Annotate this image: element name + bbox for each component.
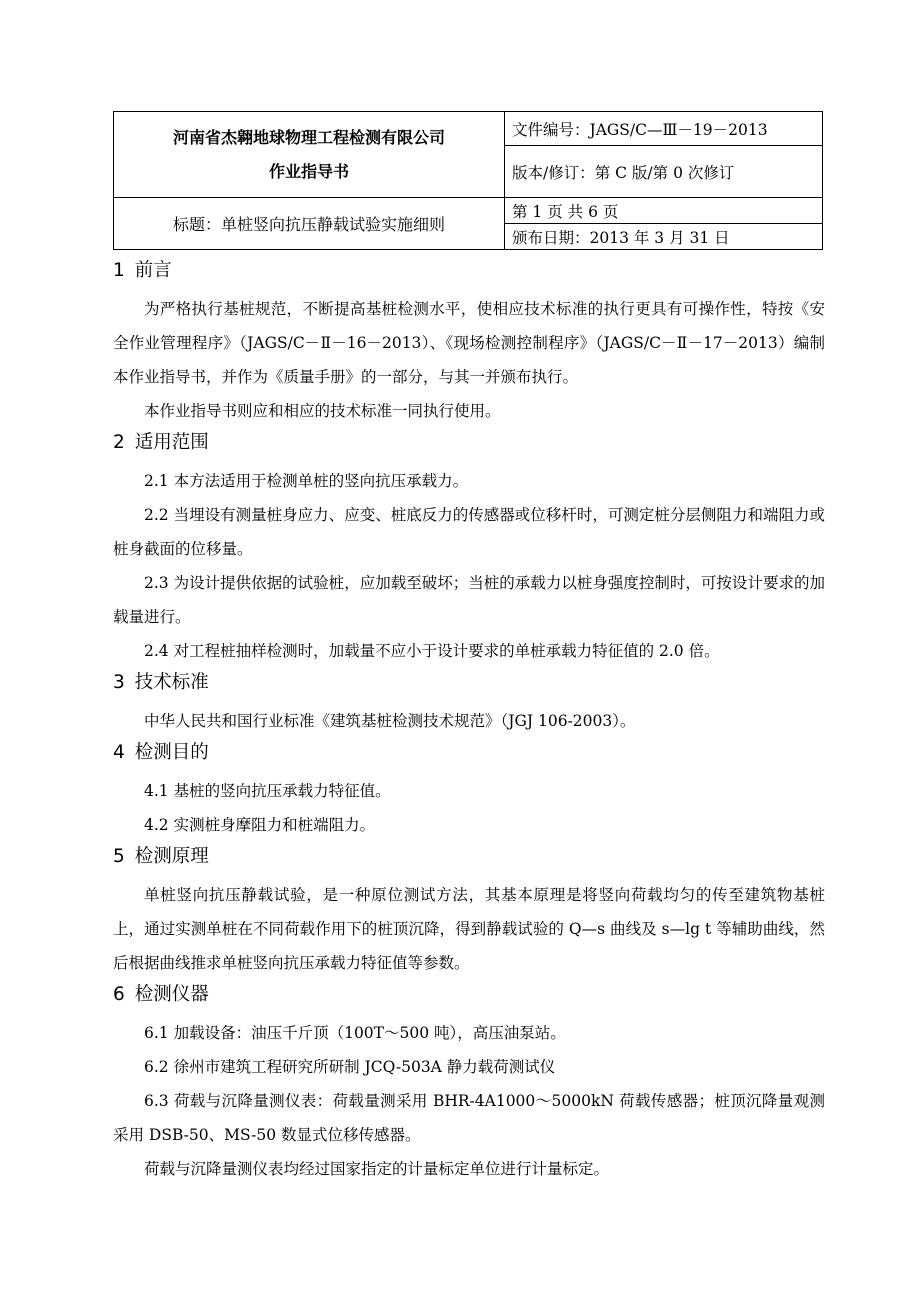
section-heading xyxy=(113,428,825,458)
section-instruments xyxy=(113,980,825,1186)
section-heading xyxy=(113,256,825,286)
document-type: 作业指导书 xyxy=(268,161,349,181)
paragraph: 为严格执行基桩规范，不断提高基桩检测水平，使相应技术标准的执行更具有可操作性，特按《安全作业管理程序》（JAGS/C－Ⅱ－16－2013）、《现场检测控制程序》（JAGS/C－Ⅱ－17－2013）编制本作业指导书，并作为《质量手册》的一部分，与其一并颁布执行。 xyxy=(113,300,825,386)
section-title: 检测仪器 xyxy=(134,984,209,1005)
section-number: 5 xyxy=(113,846,125,867)
section-number: 4 xyxy=(113,742,125,763)
section-number: 2 xyxy=(113,432,125,453)
document-title: 标题：单桩竖向抗压静载试验实施细则 xyxy=(114,198,505,250)
paragraph: 2.2 当埋设有测量桩身应力、应变、桩底反力的传感器或位移杆时，可测定桩分层侧阻力和端阻力或桩身截面的位移量。 xyxy=(113,506,825,558)
document-body xyxy=(113,256,825,1186)
section-preface xyxy=(113,256,825,428)
section-number: 3 xyxy=(113,672,125,693)
section-heading xyxy=(113,842,825,872)
section-standards xyxy=(113,668,825,738)
paragraph: 6.3 荷载与沉降量测仪表：荷载量测采用 BHR-4A1000～5000kN 荷载传感器；桩顶沉降量观测采用 DSB-50、MS-50 数显式位移传感器。 xyxy=(113,1092,825,1144)
doc-number: 文件编号：JAGS/C—Ⅲ－19－2013 xyxy=(505,112,823,146)
section-title: 适用范围 xyxy=(134,432,209,453)
section-title: 检测原理 xyxy=(134,846,209,867)
page-info: 第 1 页 共 6 页 xyxy=(505,198,823,224)
version-info: 版本/修订：第 C 版/第 0 次修订 xyxy=(505,146,823,198)
paragraph: 4.2 实测桩身摩阻力和桩端阻力。 xyxy=(144,816,376,834)
paragraph: 荷载与沉降量测仪表均经过国家指定的计量标定单位进行计量标定。 xyxy=(144,1160,610,1178)
section-purpose xyxy=(113,738,825,842)
header-table xyxy=(113,111,823,250)
section-title: 技术标准 xyxy=(134,672,209,693)
section-heading xyxy=(113,980,825,1010)
company-name: 河南省杰翱地球物理工程检测有限公司 xyxy=(172,127,445,147)
section-number: 1 xyxy=(113,260,125,281)
paragraph: 6.1 加载设备：油压千斤顶（100T～500 吨），高压油泵站。 xyxy=(144,1024,566,1042)
section-heading xyxy=(113,668,825,698)
section-heading xyxy=(113,738,825,768)
section-title: 前言 xyxy=(134,260,172,281)
paragraph: 单桩竖向抗压静载试验，是一种原位测试方法，其基本原理是将竖向荷载均匀的传至建筑物基桩上，通过实测单桩在不同荷载作用下的桩顶沉降，得到静载试验的 Q—s 曲线及 s—lg t 等辅助曲线，然后根据曲线推求单桩竖向抗压承载力特征值等参数。 xyxy=(113,886,825,972)
section-title: 检测目的 xyxy=(134,742,209,763)
section-number: 6 xyxy=(113,984,125,1005)
paragraph: 4.1 基桩的竖向抗压承载力特征值。 xyxy=(144,782,391,800)
paragraph: 2.1 本方法适用于检测单桩的竖向抗压承载力。 xyxy=(144,472,469,490)
paragraph: 6.2 徐州市建筑工程研究所研制 JCQ-503A 静力载荷测试仪 xyxy=(144,1058,556,1076)
paragraph: 本作业指导书则应和相应的技术标准一同执行使用。 xyxy=(144,402,501,420)
section-principle xyxy=(113,842,825,980)
paragraph: 2.3 为设计提供依据的试验桩，应加载至破坏；当桩的承载力以桩身强度控制时，可按设计要求的加载量进行。 xyxy=(113,574,825,626)
company-cell xyxy=(114,112,505,198)
paragraph: 中华人民共和国行业标准《建筑基桩检测技术规范》（JGJ 106-2003）。 xyxy=(144,712,636,730)
paragraph: 2.4 对工程桩抽样检测时，加载量不应小于设计要求的单桩承载力特征值的 2.0 倍。 xyxy=(144,642,720,660)
issue-date: 颁布日期：2013 年 3 月 31 日 xyxy=(505,224,823,250)
section-scope xyxy=(113,428,825,668)
